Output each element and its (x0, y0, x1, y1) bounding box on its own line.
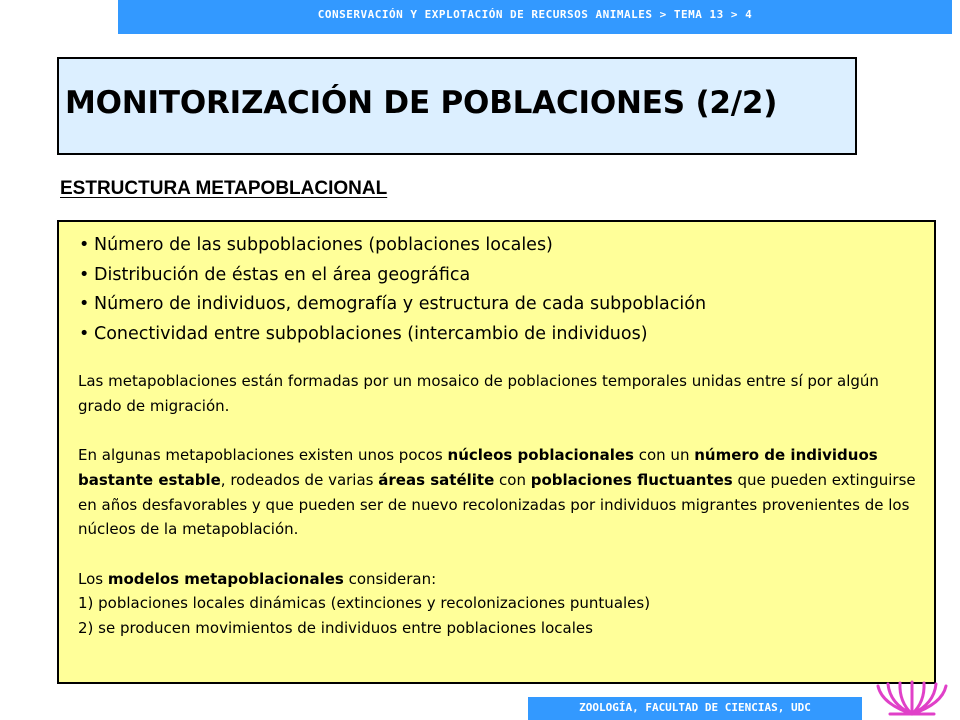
footer-banner (528, 697, 862, 720)
bullet-item: • Distribución de éstas en el área geográfica (79, 261, 706, 291)
page-title: MONITORIZACIÓN DE POBLACIONES (2/2) (65, 85, 778, 121)
content-box (57, 220, 936, 684)
bullet-list (79, 231, 706, 349)
udc-logo-icon (872, 680, 952, 720)
paragraph-nuclei: En algunas metapoblaciones existen unos pocos núcleos poblacionales con un número de individuos bastante estable, rodeados de varias áreas satélite con poblaciones fluctuantes que pueden extinguirse en años desfavorables y que pueden ser de nuevo recolonizadas por individuos migrantes provenientes de los núcleos de la metapoblación. (78, 446, 916, 539)
bullet-icon: • (79, 235, 90, 255)
top-breadcrumb-banner (118, 0, 952, 34)
title-box (57, 57, 857, 155)
bullet-icon: • (79, 264, 90, 285)
bullet-icon: • (79, 294, 90, 314)
models-item-1: 1) poblaciones locales dinámicas (extinciones y recolonizaciones puntuales) (78, 594, 651, 613)
paragraph-metapopulations: Las metapoblaciones están formadas por un mosaico de poblaciones temporales unidas entre sí por algún grado de migración. (78, 372, 879, 415)
bullet-item: • Número de las subpoblaciones (poblaciones locales) (79, 231, 706, 261)
models-item-2: 2) se producen movimientos de individuos entre poblaciones locales (78, 619, 593, 637)
bullet-icon: • (79, 323, 90, 344)
footer-text: ZOOLOGÍA, FACULTAD DE CIENCIAS, UDC (579, 701, 811, 714)
bullet-item: • Número de individuos, demografía y estructura de cada subpoblación (79, 290, 706, 320)
body-text (78, 369, 923, 641)
section-heading: ESTRUCTURA METAPOBLACIONAL (60, 178, 388, 199)
paragraph-models: Los modelos metapoblacionales consideran: (78, 569, 437, 588)
breadcrumb-text: CONSERVACIÓN Y EXPLOTACIÓN DE RECURSOS ANIMALES > TEMA 13 > 4 (317, 8, 753, 21)
bullet-item: • Conectividad entre subpoblaciones (intercambio de individuos) (79, 320, 706, 350)
